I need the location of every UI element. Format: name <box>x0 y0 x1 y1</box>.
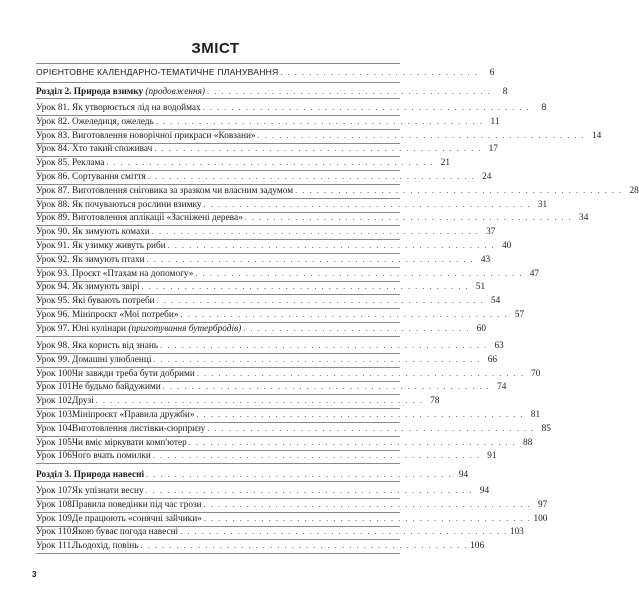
lesson-number: Урок 89. <box>36 213 70 224</box>
leader-dots: . . . . . . . . . . . . . . . . . . . . . . . . . . . . . . . . . . . . . . . . . . . . . . <box>155 116 484 126</box>
lesson-title: Правила поведінки під час грози <box>72 499 202 510</box>
toc-page-number: 106 <box>470 541 485 552</box>
lesson-number: Урок 105. <box>36 437 75 448</box>
toc-page-number: 97 <box>537 499 548 510</box>
lesson-number: Урок 96. <box>36 310 70 320</box>
lesson-number: Урок 103. <box>36 410 75 420</box>
lesson-number: Урок 84. <box>36 144 70 155</box>
leader-dots: . . . . . . . . . . . . . . . . . . . . . . . . . . . . . . . . . . . . . . . . . . . . . . <box>152 451 481 461</box>
lesson-title: Хто такий споживач <box>72 144 153 155</box>
toc-page-number: 54 <box>490 296 501 307</box>
lesson-title: Як утворюється лід на водоймах <box>72 103 201 113</box>
toc-page-number: 6 <box>489 68 495 78</box>
toc-page-number: 31 <box>537 199 548 210</box>
toc-page-number: 8 <box>541 103 547 113</box>
leader-dots: . . . . . . . . . . . . . . . . . . . . . . . . . . . . . . . . . . . . . . . . . . . . . . <box>195 268 524 278</box>
lesson-number: Урок 86. <box>36 172 70 182</box>
lesson-title: Льодохід, повінь <box>72 541 139 552</box>
leader-dots: . . . . . . . . . . . . . . . . . . . . . . . . . . . . . . . . . . . . . . . . . . . . . . <box>153 354 482 364</box>
toc-page-number: 43 <box>480 254 491 265</box>
toc-entry[interactable] <box>36 294 501 307</box>
toc-entry[interactable] <box>36 239 512 252</box>
lesson-number: Урок 85. <box>36 158 70 169</box>
toc-entry-planning[interactable] <box>36 66 495 79</box>
toc-entry[interactable] <box>36 484 490 497</box>
lesson-title: Домашні улюбленці <box>72 354 152 365</box>
lesson-note: (приготування бутербродів) <box>128 324 242 334</box>
toc-entry[interactable] <box>36 353 498 366</box>
lesson-title: Як зимують птахи <box>72 254 145 265</box>
leader-dots: . . . . . . . . . . . . . . . . . . . . . . . . . . . . . . . . . . . . . . . . . . . . . . <box>106 158 435 168</box>
toc-entry[interactable] <box>36 129 602 142</box>
toc-page-number: 37 <box>486 227 496 238</box>
lesson-title: Виготовлення сніговика за зразком чи власним задумом <box>72 185 294 196</box>
toc-entry[interactable] <box>36 367 541 380</box>
toc-page-number: 85 <box>541 423 551 434</box>
lesson-number: Урок 94. <box>36 282 70 293</box>
lesson-title: Юні кулінари (приготування бутербродів) <box>72 324 242 334</box>
lesson-number: Урок 102. <box>36 396 75 407</box>
toc-entry[interactable] <box>36 280 486 293</box>
leader-dots: . . . . . . . . . . . . . . . . . . . . . . . . . . . . . . . . . . . . . . . . . . . . . . <box>95 396 424 406</box>
leader-dots: . . . . . . . . . . . . . . . . . . . . . . . . . . . . . . . . . . . . . . . . . . . . . . <box>145 486 474 495</box>
lesson-title: Мініпроєкт «Мої потреби» <box>72 310 179 320</box>
leader-dots: . . . . . . . . . . . . . . . . . . . . . . . . . . . . . . . . . . . . . . . . . . . . . . <box>202 103 531 112</box>
lesson-title: Виготовлення аплікації «Засніжені дерева» <box>72 213 243 224</box>
toc-entry[interactable] <box>36 198 548 211</box>
toc-page-number: 70 <box>531 368 541 379</box>
toc-section-3[interactable] <box>36 468 469 481</box>
toc-entry[interactable] <box>36 101 547 114</box>
toc-page-number: 94 <box>479 486 490 496</box>
divider <box>36 553 400 554</box>
lesson-title: Не будьмо байдужими <box>72 382 161 393</box>
lesson-number: Урок 91. <box>36 241 70 251</box>
leader-dots: . . . . . . . . . . . . . . . . . . . . . . . . . . . . . . . . . . . . . . . . . . . . . . <box>162 382 491 392</box>
leader-dots: . . . . . . . . . . . . . . . . . . . . . . . . . . . . . . . . . . . . . . . . . . . . . . <box>141 282 470 292</box>
toc-page-number: 63 <box>494 341 504 351</box>
lesson-title: Ожеледиця, ожеледь <box>72 116 154 127</box>
lesson-number: Урок 104. <box>36 423 75 434</box>
leader-dots: . . . . . . . . . . . . . . . . . . . . . . . . . . . . . . . . . . . . . . . . . . . . . . <box>180 527 508 537</box>
toc-page-number: 8 <box>502 87 508 97</box>
leader-dots: . . . . . . . . . . . . . . . . . . . . . . . . . . . . . . . . . . . . . . . . . . . . . . <box>140 541 469 551</box>
lesson-title: Як зимують комахи <box>72 227 150 238</box>
leader-dots: . . . . . . . . . . . . . . . . . . . . . . . . . . . . . . . . . . . . . . . . . . . . . . <box>160 341 488 350</box>
toc-entry[interactable] <box>36 539 485 552</box>
toc-page-number: 17 <box>488 144 498 155</box>
lesson-title: Яка користь від знань <box>72 341 159 351</box>
toc-entry[interactable] <box>36 170 492 183</box>
lesson-number: Урок 99. <box>36 354 70 365</box>
toc-page-number: 66 <box>487 354 498 365</box>
leader-dots: . . . . . . . . . . . . . . . . . . . . . . . . . . . . . . . . . . . . . . . . . . . . . . <box>154 144 482 154</box>
leader-dots: . . . . . . . . . . . . . . . . . . . . . . . . . . . . . . . . . . . . . . . . . . . . . . <box>146 254 475 264</box>
toc-page-number: 100 <box>533 513 548 524</box>
toc-entry[interactable] <box>36 422 551 435</box>
lesson-number: Урок 87. <box>36 185 70 196</box>
toc-entry[interactable] <box>36 339 504 352</box>
toc-page-number: 94 <box>458 470 469 480</box>
lesson-number: Урок 101. <box>36 382 75 393</box>
divider <box>36 63 400 64</box>
lesson-number: Урок 81. <box>36 103 70 113</box>
leader-dots: . . . . . . . . . . . . . . . . . . . . . . . . . . . . . . . . . . . . . . . . . . . . . . <box>203 499 532 509</box>
lesson-title: Мініпроєкт «Правила дружби» <box>72 410 195 420</box>
toc-page-number: 57 <box>514 310 525 320</box>
lesson-number: Урок 108. <box>36 499 75 510</box>
toc-page-number: 34 <box>579 213 589 224</box>
toc-entry[interactable] <box>36 394 440 407</box>
lesson-number: Урок 110. <box>36 527 74 538</box>
toc-entry[interactable] <box>36 211 589 224</box>
page-title: ЗМІСТ <box>191 40 240 57</box>
leader-dots: . . . . . . . . . . . . . . . . . . . . . . . . . . . . . . . . . . . . . . . . . . . <box>146 470 453 479</box>
toc-entry[interactable] <box>36 184 639 197</box>
toc-page-number: 88 <box>523 437 533 448</box>
toc-page-number: 40 <box>501 241 512 251</box>
leader-dots: . . . . . . . . . . . . . . . . . . . . . . . . . . . . . . . . . . . . . . . . . . . . . . <box>207 423 535 433</box>
divider <box>36 82 400 83</box>
toc-entry[interactable] <box>36 308 525 321</box>
toc-page-number: 24 <box>482 172 492 182</box>
leader-dots: . . . . . . . . . . . . . . . . . . . . . . . . . . . . . . . . . . . . . . . . . . . . . . <box>203 513 532 523</box>
leader-dots: . . . . . . . . . . . . . . . . . . . . . . . . . . . . . . . . . . . . . . . . <box>207 87 492 96</box>
lesson-number: Урок 106. <box>36 451 75 462</box>
leader-dots: . . . . . . . . . . . . . . . . . . . . . . . . . . . . . . . . . . . . . . . . . . . . . . <box>295 185 623 195</box>
leader-dots: . . . . . . . . . . . . . . . . . . . . . . . . . . . . . . . . . . . . . . . . . . . . . . <box>244 213 573 223</box>
lesson-title: Як узимку живуть риби <box>72 241 166 251</box>
toc-entry[interactable] <box>36 436 533 449</box>
leader-dots: . . . . . . . . . . . . . . . . . . . . . . . . . . . . . . . . . . . . . . . . . . . . . . <box>147 172 476 181</box>
toc-page-number: 11 <box>490 116 500 127</box>
lesson-title: Як зимують звірі <box>72 282 140 293</box>
lesson-title: Чи завжди треба бути добрими <box>72 368 195 379</box>
page-number: 3 <box>32 570 37 579</box>
leader-dots: . . . . . . . . . . . . . . . . . . . . . . . . . . . . <box>280 68 479 77</box>
lesson-title: Друзі <box>72 396 94 407</box>
toc-entry[interactable] <box>36 380 507 393</box>
lesson-number: Урок 83. <box>36 130 70 141</box>
section-note: (продовження) <box>145 87 206 97</box>
leader-dots: . . . . . . . . . . . . . . . . . . . . . . . . . . . . . . . . . . . . . . . . . . . . . . <box>151 227 480 237</box>
toc-page-number: 74 <box>497 382 507 393</box>
divider <box>36 463 400 464</box>
toc-entry[interactable] <box>36 408 541 421</box>
lesson-number: Урок 100. <box>36 368 75 379</box>
lesson-number: Урок 92. <box>36 254 70 265</box>
lesson-number: Урок 109. <box>36 513 75 524</box>
toc-entry-text: ОРІЄНТОВНЕ КАЛЕНДАРНО-ТЕМАТИЧНЕ ПЛАНУВАННЯ <box>36 67 279 77</box>
lesson-title: Якою буває погода навесні <box>72 527 179 538</box>
toc-entry[interactable] <box>36 525 524 538</box>
toc-entry[interactable] <box>36 498 548 511</box>
toc-entry[interactable] <box>36 142 498 155</box>
toc-page-number: 28 <box>629 185 639 196</box>
section-title: Розділ 2. Природа взимку (продовження) <box>36 87 206 97</box>
toc-page-number: 21 <box>440 158 451 169</box>
leader-dots: . . . . . . . . . . . . . . . . . . . . . . . . . . . . . . . . . . . . . . . . . . . . . . <box>196 368 525 378</box>
lesson-title: Чи вміє міркувати комп'ютер <box>72 437 187 448</box>
toc-entry[interactable] <box>36 115 500 128</box>
lesson-title: Проєкт «Птахам на допомогу» <box>72 268 194 279</box>
divider <box>36 336 400 337</box>
leader-dots: . . . . . . . . . . . . . . . . . . . . . . . . . . . . . . . . . . . . . . . . . . . . . . <box>180 310 509 319</box>
lesson-title: Де працюють «сонячні зайчики» <box>72 513 202 524</box>
leader-dots: . . . . . . . . . . . . . . . . . . . . . . . . . . . . . . . . . . . . . . . . . . . . . . <box>257 130 586 140</box>
lesson-number: Урок 111. <box>36 541 74 552</box>
lesson-title: Виготовлення листівки-сюрпризу <box>72 423 206 434</box>
lesson-number: Урок 88. <box>36 199 70 210</box>
lesson-number: Урок 95. <box>36 296 70 307</box>
toc-entry[interactable] <box>36 156 451 169</box>
toc-page-number: 103 <box>509 527 524 538</box>
toc-page-number: 47 <box>529 268 540 279</box>
toc-page-number: 78 <box>430 396 440 407</box>
lesson-number: Урок 93. <box>36 268 70 279</box>
toc-page-number: 81 <box>530 410 541 420</box>
lesson-number: Урок 97. <box>36 324 70 334</box>
toc-page-number: 51 <box>475 282 486 293</box>
lesson-number: Урок 107. <box>36 486 75 496</box>
toc-entry[interactable] <box>36 253 491 266</box>
lesson-title: Сортування сміття <box>72 172 146 182</box>
leader-dots: . . . . . . . . . . . . . . . . . . . . . . . . . . . . . . . . . . . . . . . . . . . . . . <box>156 296 485 306</box>
lesson-title: Як упізнати весну <box>72 486 144 496</box>
toc-entry[interactable] <box>36 512 548 525</box>
toc-entry-lesson-97[interactable] <box>36 322 487 335</box>
leader-dots: . . . . . . . . . . . . . . . . . . . . . . . . . . . . . . . . <box>243 324 471 333</box>
toc-page-number: 14 <box>591 130 602 141</box>
toc-page-number: 60 <box>476 324 487 334</box>
lesson-number: Урок 90. <box>36 227 70 238</box>
section-title: Розділ 3. Природа навесні <box>36 470 145 480</box>
leader-dots: . . . . . . . . . . . . . . . . . . . . . . . . . . . . . . . . . . . . . . . . . . . . . . <box>203 199 532 209</box>
toc-entry[interactable] <box>36 225 496 238</box>
divider <box>36 481 400 482</box>
lesson-title: Виготовлення новорічної прикраси «Ковзани» <box>72 130 256 141</box>
lesson-title: Чого вчать помилки <box>72 451 151 462</box>
toc-section-2[interactable] <box>36 85 508 98</box>
toc-page-number: 91 <box>487 451 497 462</box>
divider <box>36 98 400 99</box>
leader-dots: . . . . . . . . . . . . . . . . . . . . . . . . . . . . . . . . . . . . . . . . . . . . . . <box>196 410 525 419</box>
lesson-number: Урок 82. <box>36 116 70 127</box>
lesson-number: Урок 98. <box>36 341 70 351</box>
toc-entry[interactable] <box>36 449 497 462</box>
leader-dots: . . . . . . . . . . . . . . . . . . . . . . . . . . . . . . . . . . . . . . . . . . . . . . <box>167 241 496 250</box>
lesson-title: Як почуваються рослини взимку <box>72 199 202 210</box>
lesson-title: Які бувають потреби <box>72 296 155 307</box>
lesson-title: Реклама <box>72 158 105 169</box>
leader-dots: . . . . . . . . . . . . . . . . . . . . . . . . . . . . . . . . . . . . . . . . . . . . . . <box>188 437 517 447</box>
toc-entry[interactable] <box>36 267 540 280</box>
